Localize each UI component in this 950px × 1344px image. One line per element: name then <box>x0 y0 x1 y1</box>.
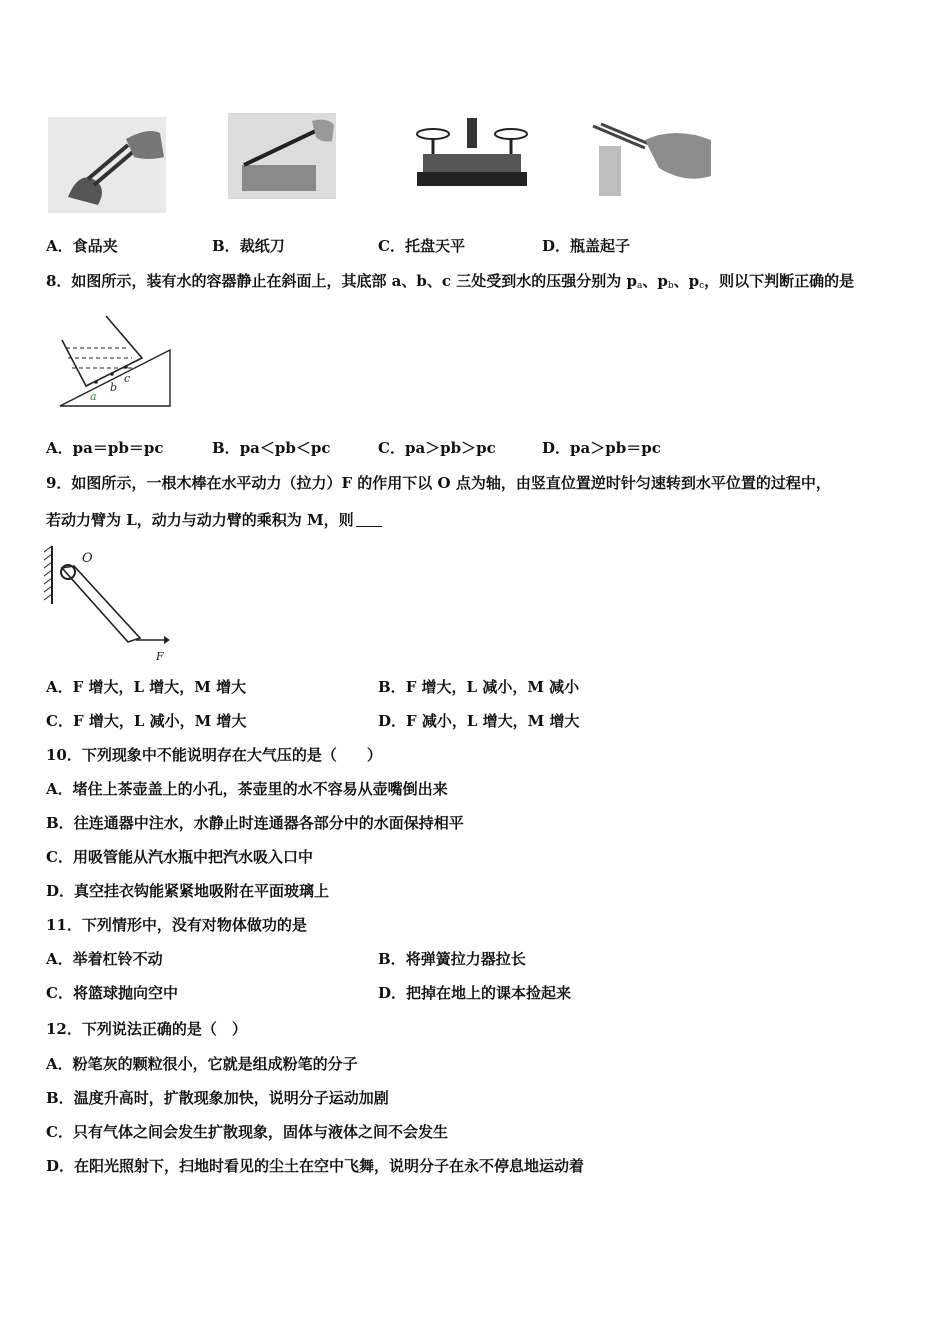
option-text: F 增大，L 减小，M 增大 <box>72 712 247 730</box>
q9-stem-line1: 9．如图所示，一根木棒在水平动力（拉力）F 的作用下以 O 点为轴，由竖直位置逆时针匀速转到水平位置的过程中， <box>46 474 831 492</box>
option-label: C． <box>46 1123 73 1141</box>
option-label: C． <box>46 848 73 866</box>
q9-stem-line2 <box>46 510 382 530</box>
option-text: 举着杠铃不动 <box>72 950 163 968</box>
option-label: B． <box>212 237 240 255</box>
option-text: 在阳光照射下，扫地时看见的尘土在空中飞舞，说明分子在永不停息地运动着 <box>74 1157 585 1175</box>
q7-option-d[interactable] <box>542 236 630 256</box>
option-text: 裁纸刀 <box>239 237 285 255</box>
option-label: B． <box>212 439 240 457</box>
option-text: 堵住上茶壶盖上的小孔，茶壶里的水不容易从壶嘴倒出来 <box>72 780 448 798</box>
label-o: O <box>82 551 93 566</box>
option-label: A． <box>46 950 73 968</box>
q11-option-d[interactable] <box>378 983 571 1003</box>
option-text: 将弹簧拉力器拉长 <box>405 950 526 968</box>
q11-option-c[interactable] <box>46 983 178 1003</box>
q12-option-d[interactable] <box>46 1156 584 1176</box>
option-label: C． <box>46 984 73 1002</box>
option-label: B． <box>46 814 74 832</box>
option-label: A． <box>46 1055 73 1073</box>
option-text: 温度升高时，扩散现象加快，说明分子运动加剧 <box>73 1089 389 1107</box>
option-label: C． <box>378 439 405 457</box>
q8-option-a[interactable] <box>46 438 163 458</box>
option-label: A． <box>46 678 73 696</box>
option-label: D． <box>46 1157 75 1175</box>
q10-option-a[interactable] <box>46 779 448 799</box>
option-text: F 增大，L 增大，M 增大 <box>72 678 247 696</box>
answer-blank[interactable] <box>356 512 382 527</box>
option-text: 往连通器中注水，水静止时连通器各部分中的水面保持相平 <box>73 814 464 832</box>
sub-a: a <box>636 281 643 291</box>
label-b: b <box>110 381 118 394</box>
q12-option-a[interactable] <box>46 1054 358 1074</box>
option-text: pa＝pb＝pc <box>72 439 164 457</box>
q7-option-c[interactable] <box>378 236 465 256</box>
q9-option-b[interactable] <box>378 677 579 697</box>
bottle-opener-photo <box>585 120 715 196</box>
paper-cutter-photo <box>228 113 336 199</box>
q8-option-d[interactable] <box>542 438 661 458</box>
balance-scale-photo <box>413 114 531 194</box>
paper-cutter-image <box>228 113 336 199</box>
option-text: 食品夹 <box>72 237 118 255</box>
q8-stem-suffix: ，则以下判断正确的是 <box>704 272 855 290</box>
q11-stem: 11．下列情形中，没有对物体做功的是 <box>46 916 307 934</box>
food-tongs-image <box>48 117 166 213</box>
sub-c: c <box>699 281 705 291</box>
q10-option-c[interactable] <box>46 847 313 867</box>
q7-option-a[interactable] <box>46 236 118 256</box>
q10-option-b[interactable] <box>46 813 464 833</box>
option-label: A． <box>46 237 73 255</box>
option-label: A． <box>46 439 73 457</box>
option-text: 托盘天平 <box>404 237 465 255</box>
q8-container-on-incline-figure <box>56 314 176 410</box>
label-a: a <box>90 390 97 403</box>
q7-option-b[interactable] <box>212 236 285 256</box>
option-text: 真空挂衣钩能紧紧地吸附在平面玻璃上 <box>74 882 330 900</box>
option-text: 将篮球抛向空中 <box>72 984 178 1002</box>
option-text: 把掉在地上的课本捡起来 <box>406 984 572 1002</box>
label-c: c <box>124 372 131 385</box>
q8-stem-prefix: 8．如图所示，装有水的容器静止在斜面上，其底部 a、b、c 三处受到水的压强分别为 p <box>46 272 637 290</box>
option-text: F 增大，L 减小，M 减小 <box>405 678 580 696</box>
option-text: 瓶盖起子 <box>570 237 631 255</box>
option-label: D． <box>542 237 571 255</box>
option-text: F 减小，L 增大，M 增大 <box>406 712 580 730</box>
option-label: D． <box>46 882 75 900</box>
q12-stem: 12．下列说法正确的是（ ） <box>46 1020 247 1038</box>
bottle-opener-image <box>585 120 715 196</box>
q9-option-c[interactable] <box>46 711 246 731</box>
label-f: F <box>156 650 164 663</box>
option-label: D． <box>542 439 571 457</box>
q9-stem-text: 若动力臂为 L，动力与动力臂的乘积为 M，则 <box>46 511 354 529</box>
q10-option-d[interactable] <box>46 881 329 901</box>
option-label: C． <box>46 712 73 730</box>
option-text: 只有气体之间会发生扩散现象，固体与液体之间不会发生 <box>72 1123 448 1141</box>
q9-option-d[interactable] <box>378 711 579 731</box>
option-text: 粉笔灰的颗粒很小，它就是组成粉笔的分子 <box>72 1055 358 1073</box>
q8-stem: 8．如图所示，装有水的容器静止在斜面上，其底部 a、b、c 三处受到水的压强分别为 $p_a$、$p_b$、$p_c$，则以下判断正确的是 <box>46 272 855 291</box>
option-label: A． <box>46 780 73 798</box>
q11-option-b[interactable] <box>378 949 526 969</box>
q9-option-a[interactable] <box>46 677 246 697</box>
q8-option-b[interactable] <box>212 438 331 458</box>
q9-lever-figure <box>44 544 174 664</box>
option-label: B． <box>46 1089 74 1107</box>
q10-stem: 10．下列现象中不能说明存在大气压的是（ ） <box>46 746 382 764</box>
q12-option-c[interactable] <box>46 1122 448 1142</box>
food-tongs-photo <box>48 117 166 213</box>
q11-option-a[interactable] <box>46 949 163 969</box>
option-text: 用吸管能从汽水瓶中把汽水吸入口中 <box>72 848 313 866</box>
option-label: C． <box>378 237 405 255</box>
option-label: B． <box>378 950 406 968</box>
option-label: D． <box>378 712 407 730</box>
option-label: B． <box>378 678 406 696</box>
sub-b: b <box>667 281 674 291</box>
option-text: pa＞pb＝pc <box>570 439 661 457</box>
option-label: D． <box>378 984 407 1002</box>
q8-option-c[interactable] <box>378 438 496 458</box>
q12-option-b[interactable] <box>46 1088 389 1108</box>
balance-scale-image <box>413 114 531 194</box>
option-text: pa＜pb＜pc <box>239 439 331 457</box>
option-text: pa＞pb＞pc <box>404 439 496 457</box>
